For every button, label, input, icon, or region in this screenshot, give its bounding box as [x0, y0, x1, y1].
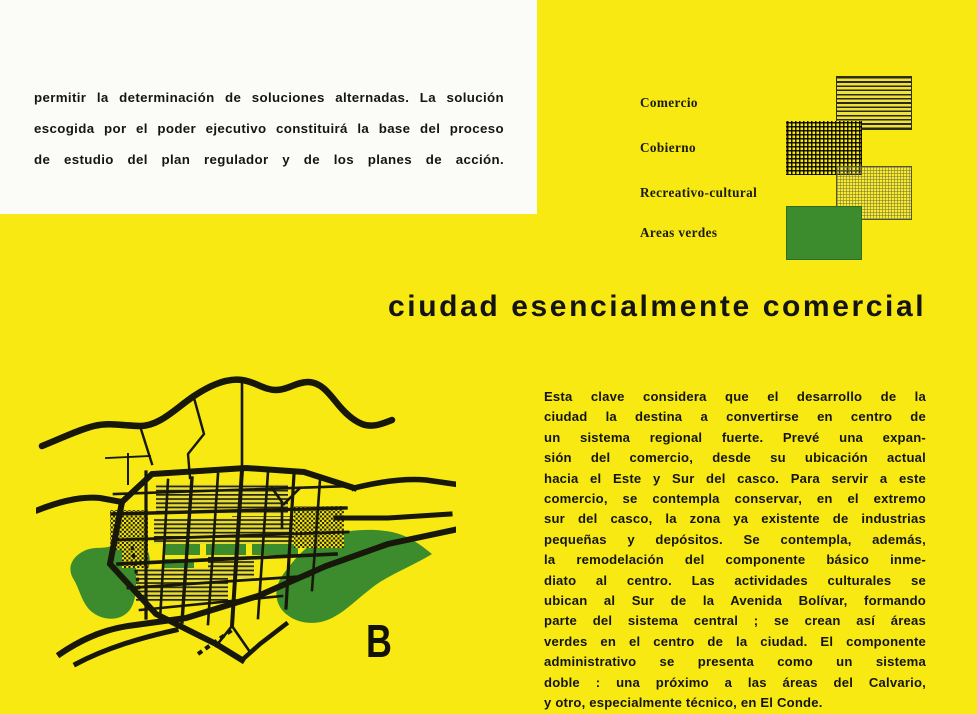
body-line: parte del sistema central ; se crean así áreas	[544, 613, 926, 629]
body-line: sión del comercio, desde su ubicación actual	[544, 450, 926, 466]
legend-label: Cobierno	[640, 139, 696, 155]
body-line: administrativo se presenta como un sistema	[544, 654, 926, 670]
intro-panel	[0, 0, 537, 214]
legend-label: Comercio	[640, 94, 698, 110]
legend-label: Areas verdes	[640, 224, 718, 240]
plate-letter: B	[366, 615, 392, 667]
intro-line: de estudio del plan regulador y de los planes de acción.	[34, 152, 504, 167]
page-headline: ciudad esencialmente comercial	[388, 290, 927, 323]
city-plan-svg	[36, 368, 456, 688]
legend-swatch-green-areas-icon	[786, 206, 862, 260]
body-line: hacia el Este y Sur del casco. Para servir a este	[544, 470, 926, 486]
city-plan-map	[36, 368, 456, 688]
body-line: la remodelación del componente básico inme-	[544, 552, 926, 568]
ridge-line	[42, 380, 392, 446]
body-line: Esta clave considera que el desarrollo de la	[544, 389, 926, 404]
body-paragraph	[544, 387, 926, 714]
body-line: comercio, se contempla conservar, en el extremo	[544, 491, 926, 507]
legend-label: Recreativo-cultural	[640, 184, 758, 200]
body-line: ciudad la destina a convertirse en centro de	[544, 409, 926, 425]
intro-paragraph	[34, 82, 504, 175]
body-line: diato al centro. Las actividades culturales se	[544, 572, 926, 588]
intro-line: permitir la determinación de soluciones alternadas. La solución	[34, 90, 504, 105]
body-line: y otro, especialmente técnico, en El Conde.	[544, 695, 823, 711]
body-line: ubican al Sur de la Avenida Bolívar, formando	[544, 593, 926, 609]
legend	[640, 62, 940, 242]
intro-line: escogida por el poder ejecutivo constituirá la base del proceso	[34, 121, 504, 136]
body-line: pequeñas y depósitos. Se contempla, además,	[544, 531, 926, 547]
body-line: verdes en el centro de la ciudad. El componente	[544, 633, 926, 649]
legend-item-areas-verdes	[640, 210, 940, 255]
body-line: doble : una próximo a las áreas del Calvario,	[544, 674, 926, 690]
body-line: sur del casco, la zona ya existente de industrias	[544, 511, 926, 527]
legend-item-cobierno	[640, 125, 940, 170]
legend-item-comercio	[640, 80, 940, 125]
body-line: un sistema regional fuerte. Prevé una expan-	[544, 429, 926, 445]
